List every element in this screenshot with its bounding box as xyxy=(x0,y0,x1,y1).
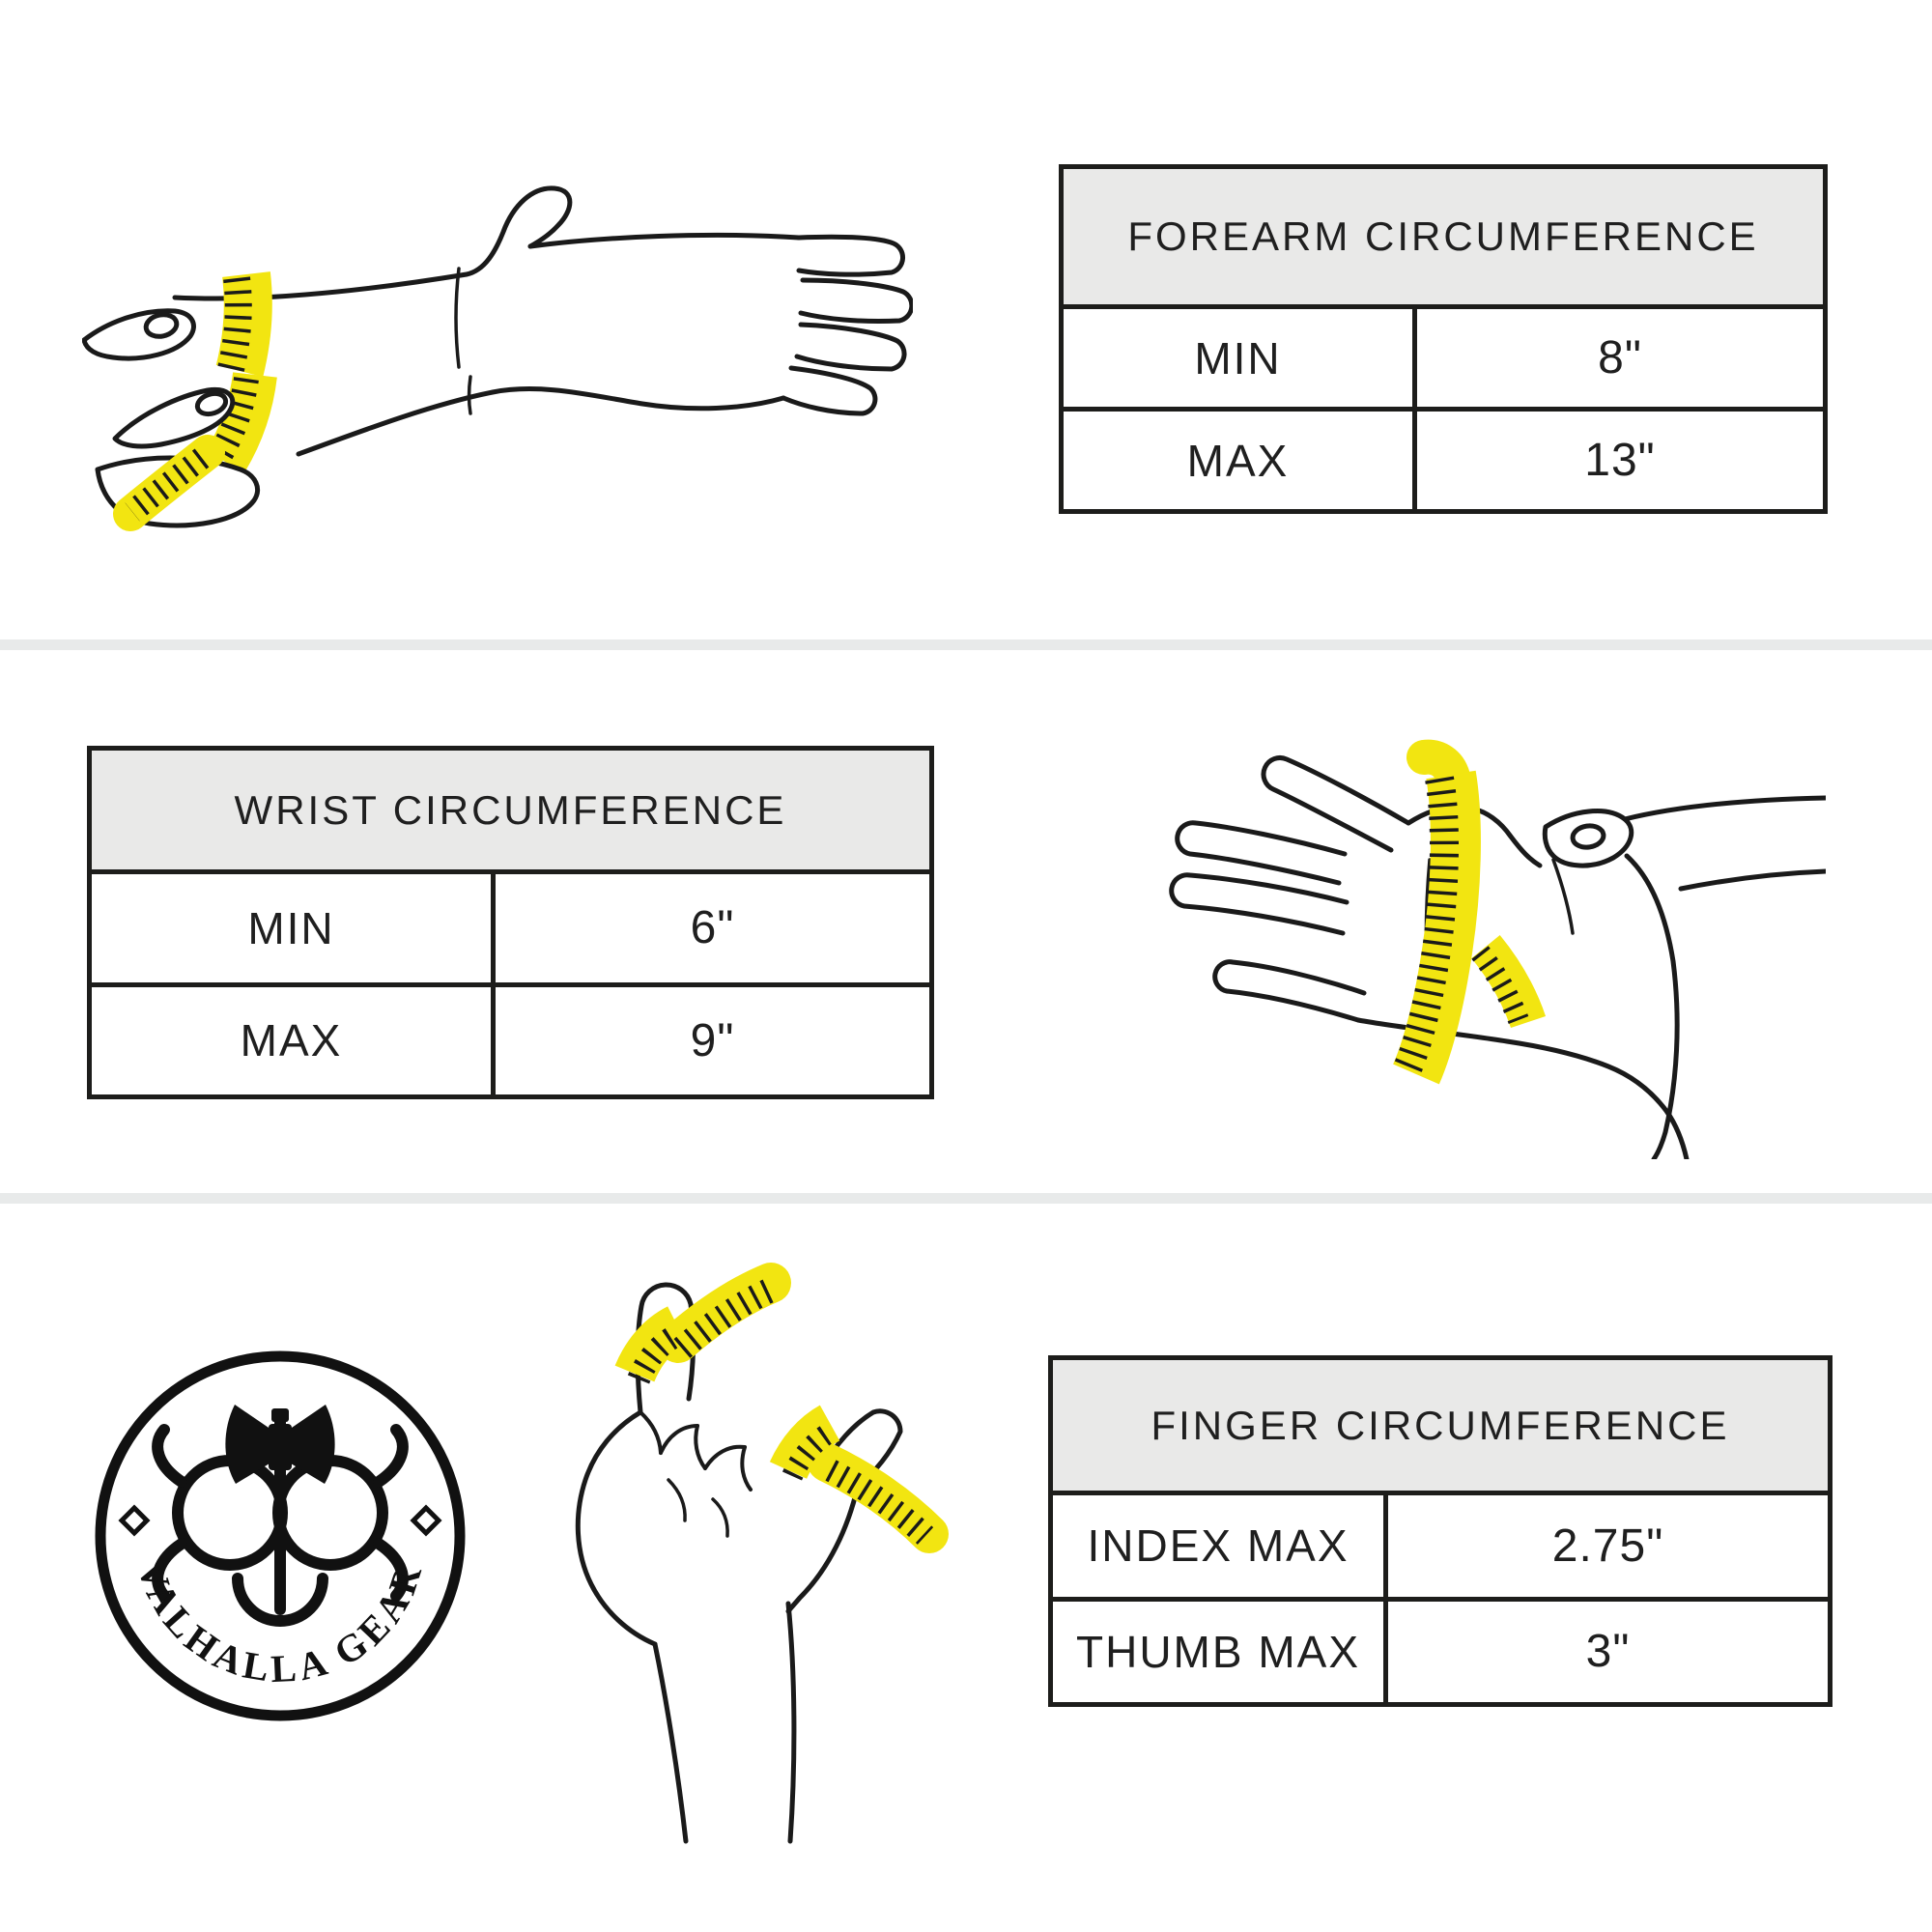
forearm-measure-illustration xyxy=(82,145,913,551)
table-value-cell: 13" xyxy=(1584,435,1656,486)
badge-diamond-right xyxy=(413,1508,439,1533)
badge-diamond-left xyxy=(122,1508,147,1533)
table-label-cell: MAX xyxy=(1064,412,1417,509)
table-label-cell: MAX xyxy=(92,987,496,1095)
section-divider xyxy=(0,639,1932,650)
table-row xyxy=(1064,309,1823,407)
table-label-cell: MIN xyxy=(92,874,496,982)
index-finger-tape xyxy=(635,1283,771,1379)
table-value-cell: 2.75" xyxy=(1551,1520,1664,1572)
logo-badge-text: VALHALLA GEAR xyxy=(128,1554,432,1691)
table-row xyxy=(1064,407,1823,509)
table-label-cell: MIN xyxy=(1064,309,1417,407)
finger-circumference-table xyxy=(1048,1355,1833,1707)
valhalla-gear-logo xyxy=(87,1343,473,1729)
forearm-tape xyxy=(218,274,255,462)
table-title: FOREARM CIRCUMFERENCE xyxy=(1064,169,1823,309)
wrist-measure-illustration xyxy=(1140,715,1826,1159)
table-label-cell: THUMB MAX xyxy=(1053,1602,1388,1703)
table-value-cell: 3" xyxy=(1585,1626,1631,1678)
table-row xyxy=(1053,1597,1828,1703)
wrist-circumference-table xyxy=(87,746,934,1099)
thumb-tape xyxy=(788,1423,929,1536)
table-title: FINGER CIRCUMFERENCE xyxy=(1053,1360,1828,1495)
axe-emblem xyxy=(157,1405,403,1621)
table-title: WRIST CIRCUMFERENCE xyxy=(92,751,929,874)
forearm-circumference-table xyxy=(1059,164,1828,514)
table-value-cell: 6" xyxy=(690,902,735,954)
table-label-cell: INDEX MAX xyxy=(1053,1495,1388,1597)
table-row xyxy=(92,874,929,982)
table-row xyxy=(1053,1495,1828,1597)
finger-measure-illustration xyxy=(541,1246,1005,1845)
table-value-cell: 9" xyxy=(690,1014,735,1066)
table-value-cell: 8" xyxy=(1598,332,1642,384)
table-row xyxy=(92,982,929,1095)
section-divider xyxy=(0,1193,1932,1204)
